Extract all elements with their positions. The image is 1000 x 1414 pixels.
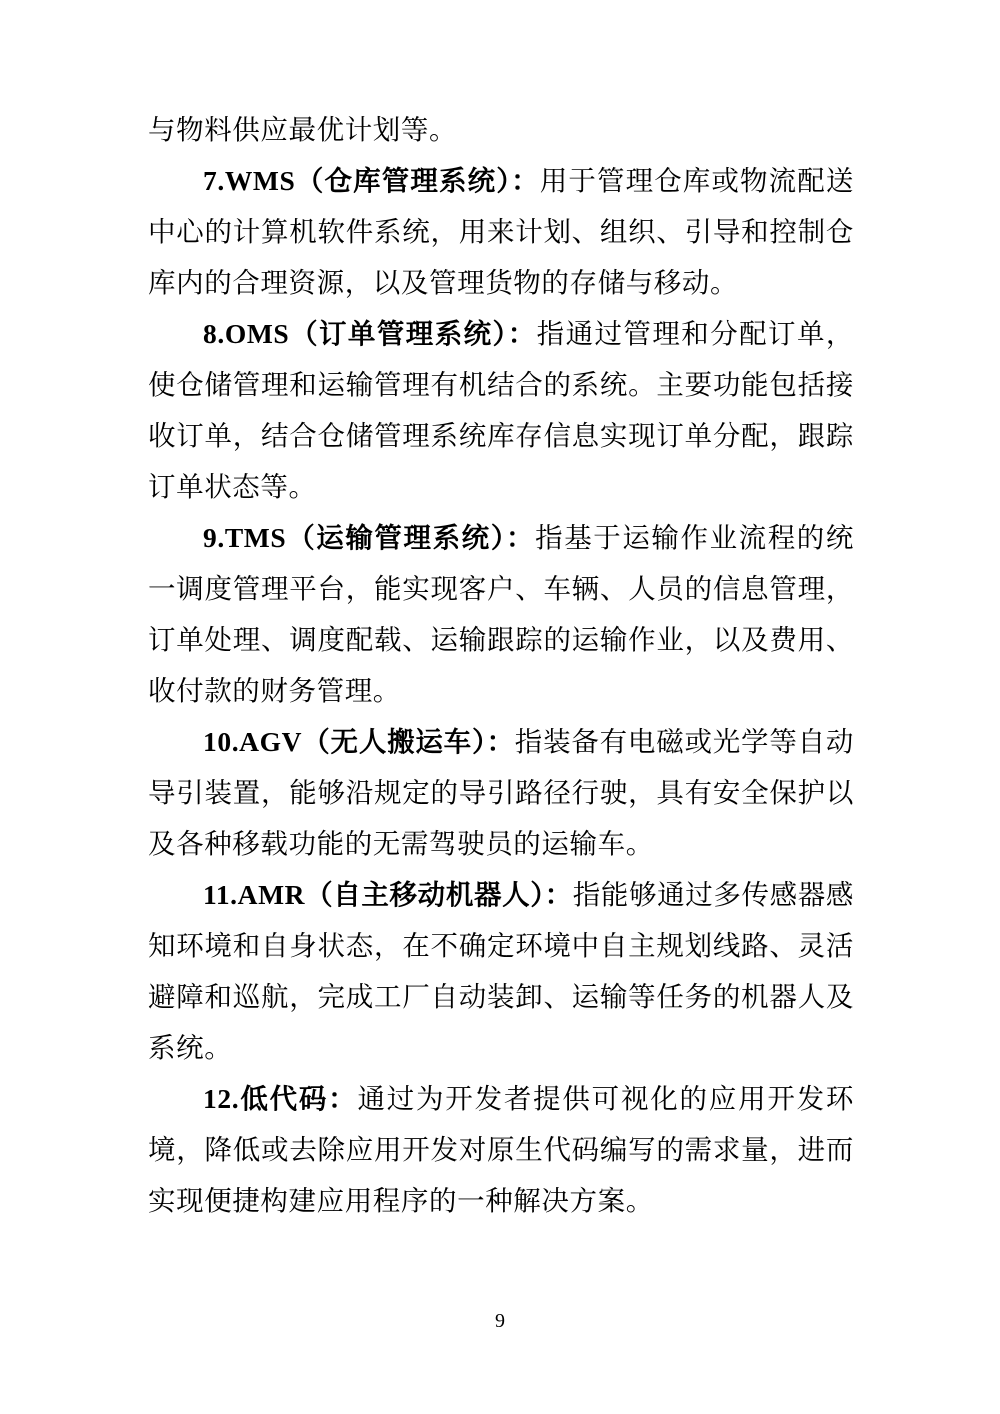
- definition-body-amr: 指能够通过多传感器感知环境和自身状态，在不确定环境中自主规划线路、灵活避障和巡航，完成工厂自动装卸、运输等任务的机器人及系统。: [148, 879, 854, 1063]
- paragraph-continued-text: 与物料供应最优计划等。: [148, 114, 458, 145]
- definition-body-agv: 指装备有电磁或光学等自动导引装置，能够沿规定的导引路径行驶，具有安全保护以及各种移载功能的无需驾驶员的运输车。: [148, 726, 854, 859]
- definition-entry-tms: [148, 512, 854, 716]
- definition-entry-amr: [148, 869, 854, 1073]
- definition-body-tms: 指基于运输作业流程的统一调度管理平台，能实现客户、车辆、人员的信息管理，订单处理、调度配载、运输跟踪的运输作业，以及费用、收付款的财务管理。: [148, 522, 854, 706]
- definition-body-wms: 用于管理仓库或物流配送中心的计算机软件系统，用来计划、组织、引导和控制仓库内的合理资源，以及管理货物的存储与移动。: [148, 165, 854, 298]
- definition-term-agv: 10.AGV（无人搬运车）：: [203, 726, 515, 757]
- definition-term-wms: 7.WMS（仓库管理系统）：: [203, 165, 540, 196]
- definition-term-oms: 8.OMS（订单管理系统）：: [203, 318, 537, 349]
- definition-entry-lowcode: [148, 1073, 854, 1226]
- definition-entry-agv: [148, 716, 854, 869]
- definition-term-amr: 11.AMR（自主移动机器人）：: [203, 879, 573, 910]
- page-body: [148, 104, 854, 1226]
- paragraph-continued: [148, 104, 854, 155]
- page-number: 9: [495, 1310, 505, 1332]
- definition-entry-wms: [148, 155, 854, 308]
- definition-term-tms: 9.TMS（运输管理系统）：: [203, 522, 536, 553]
- definition-body-oms: 指通过管理和分配订单，使仓储管理和运输管理有机结合的系统。主要功能包括接收订单，结合仓储管理系统库存信息实现订单分配，跟踪订单状态等。: [148, 318, 854, 502]
- definition-body-lowcode: 通过为开发者提供可视化的应用开发环境，降低或去除应用开发对原生代码编写的需求量，进而实现便捷构建应用程序的一种解决方案。: [148, 1083, 855, 1216]
- definition-entry-oms: [148, 308, 854, 512]
- definition-term-lowcode: 12.低代码：: [203, 1083, 358, 1114]
